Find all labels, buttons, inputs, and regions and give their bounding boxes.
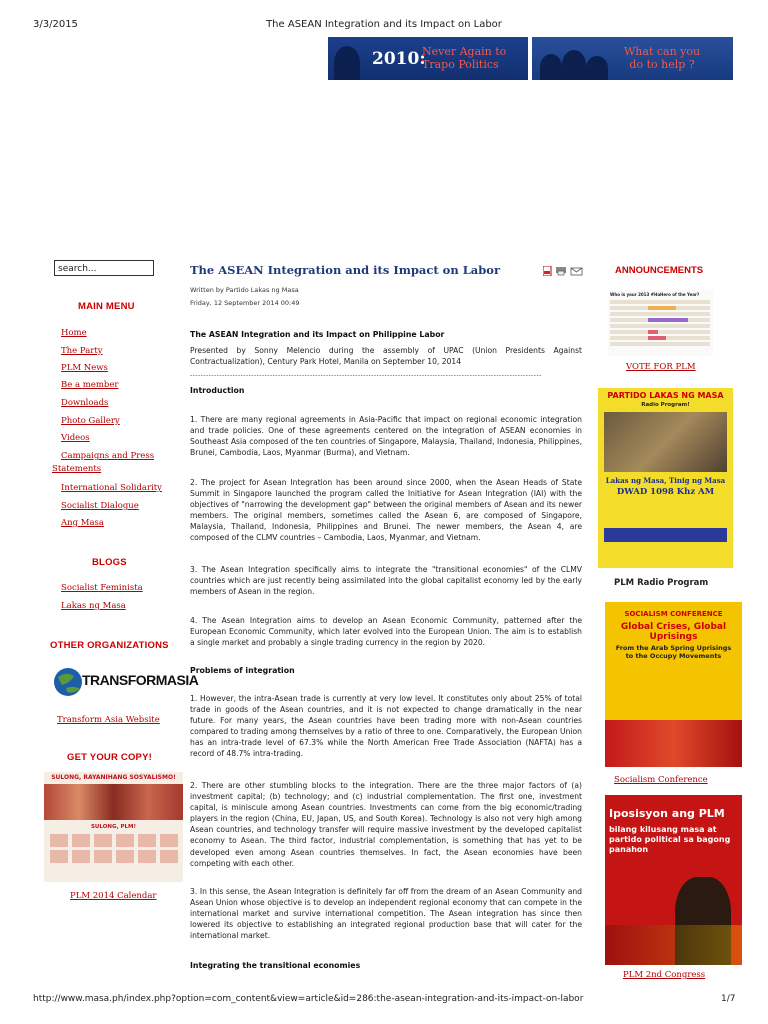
conf-poster-line1: Global Crises, Global Uprisings: [620, 622, 727, 642]
menu-item-socialist-dialogue[interactable]: Socialist Dialogue: [61, 501, 139, 511]
transform-asia-logo[interactable]: [52, 663, 199, 699]
transitional-heading: Integrating the transitional economies: [190, 961, 361, 970]
plm-calendar-link[interactable]: PLM 2014 Calendar: [70, 891, 157, 901]
menu-item-videos[interactable]: Videos: [61, 433, 90, 443]
conference-poster[interactable]: [605, 602, 742, 767]
menu-item-photo-gallery[interactable]: Photo Gallery: [61, 416, 120, 426]
radio-poster[interactable]: [598, 388, 733, 568]
banner-year: 2010:: [372, 49, 426, 69]
congress-poster[interactable]: [605, 795, 742, 965]
intro-paragraph-4: 4. The Asean Integration aims to develop an Asean Economic Community, patterned after the European Economic Community, which later evolved into the European Union. The aim is to establish a single market and probably a single trading currency in the region by 2020.: [190, 616, 582, 648]
calendar-grid: [44, 832, 183, 882]
banner-right[interactable]: [532, 37, 733, 80]
print-date: 3/3/2015: [33, 19, 78, 30]
intro-paragraph-3: 3. The Asean Integration specifically aims to integrate the "transitional economies" of the CLMV countries which are just recently being assimilated into the global capitalist economy led by the early members of Asean in the region.: [190, 565, 582, 597]
banner-help: [624, 45, 700, 71]
radio-poster-photo: [604, 412, 727, 472]
banner-help-line1: What can you: [624, 45, 701, 58]
radio-poster-line: Lakas ng Masa, Tinig ng Masa: [605, 476, 726, 485]
article-tools: [543, 266, 583, 276]
conf-poster-title: SOCIALISM CONFERENCE: [624, 610, 723, 618]
menu-item-ang-masa[interactable]: Ang Masa: [61, 518, 104, 528]
transform-asia-link[interactable]: Transform Asia Website: [57, 715, 160, 725]
email-icon[interactable]: [571, 268, 582, 275]
radio-poster-station: DWAD 1098 Khz AM: [616, 487, 715, 497]
menu-item-be-a-member[interactable]: Be a member: [61, 380, 119, 390]
presented-by: Presented by Sonny Melencio during the assembly of UPAC (Union Presidents Against Contractualization), Century Park Hotel, Manila on September 10, 2014: [190, 346, 582, 367]
conf-poster-art: [605, 720, 742, 767]
pdf-icon[interactable]: [543, 266, 551, 276]
print-icon[interactable]: [556, 267, 566, 275]
menu-item-plm-news[interactable]: PLM News: [61, 363, 108, 373]
menu-item-home[interactable]: Home: [61, 328, 87, 338]
banner-slogan-line2: Trapo Politics: [422, 58, 499, 71]
blogs-heading: BLOGS: [92, 557, 127, 568]
poll-title: Who is your 2013 #HaHero of the Year?: [610, 292, 700, 297]
radio-poster-title: PARTIDO LAKAS NG MASA: [607, 391, 724, 400]
poll-bars: [608, 298, 713, 356]
banner-slogan-line1: Never Again to: [422, 45, 507, 58]
congress-poster-band: [605, 925, 742, 965]
menu-item-downloads[interactable]: Downloads: [61, 398, 109, 408]
banner-slogan: [422, 45, 506, 71]
banner-left[interactable]: [328, 37, 528, 80]
calendar-banner-text: SULONG, RAYANIHANG SOSYALISMO!: [51, 774, 176, 781]
calendar-crowd: [44, 784, 183, 820]
intro-paragraph-2: 2. The project for Asean Integration has been around since 2000, when the Asean Heads of State Summit in Singapore launched the program called the Initiative for Asean Integration (IAI) with the objectives of "narrowing the development gap" between the original members of Asean and its newer members. The original members, sometimes called the Asean 6, are composed of Singapore, Malaysia, Thailand, Indonesia, Philippines and Brunei. The newer members, the Asean 4, are composed of the CLMV countries – Cambodia, Laos, Myanmar, and Vietnam.: [190, 478, 582, 543]
banner-help-line2: do to help ?: [629, 58, 695, 71]
introduction-heading: Introduction: [190, 386, 245, 395]
top-banner[interactable]: [328, 37, 733, 80]
menu-item-statements[interactable]: Statements: [52, 464, 102, 474]
search-input[interactable]: search...: [54, 260, 154, 276]
plm-radio-label: PLM Radio Program: [614, 578, 709, 588]
crowd-figure: [540, 54, 562, 80]
article-divider: ------------------------------------------------------------------------------------------------------------------------------------: [190, 372, 542, 379]
crowd-figure: [562, 50, 586, 80]
congress-poster-line2: bilang kilusang masa at partido political sa bagong panahon: [609, 825, 731, 854]
vote-for-plm-link[interactable]: VOTE FOR PLM: [626, 362, 696, 372]
print-title: The ASEAN Integration and its Impact on Labor: [266, 19, 502, 30]
radio-poster-sub: Radio Program!: [641, 402, 690, 408]
hand-silhouette: [334, 46, 360, 80]
article-date: Friday, 12 September 2014 00:49: [190, 299, 300, 307]
print-footer-url: http://www.masa.ph/index.php?option=com_content&view=article&id=286:the-asean-integration-and-its-impact-on-labor: [33, 994, 584, 1004]
blog-item-socialist-feminista[interactable]: Socialist Feminista: [61, 583, 143, 593]
main-menu-heading: MAIN MENU: [78, 301, 135, 312]
menu-item-international-solidarity[interactable]: International Solidarity: [61, 483, 162, 493]
conf-poster-line2: From the Arab Spring Uprisings to the Occupy Movements: [615, 644, 732, 660]
socialism-conference-link[interactable]: Socialism Conference: [614, 775, 708, 785]
calendar-image[interactable]: [44, 772, 183, 882]
article-subtitle: The ASEAN Integration and its Impact on Philippine Labor: [190, 330, 445, 339]
article-author: Written by Partido Lakas ng Masa: [190, 286, 299, 294]
problems-paragraph-1: 1. However, the intra-Asean trade is currently at very low level. It constitutes only about 25% of total trade in goods of the Asean countries, and it is not expected to change dramatically in the near future. For many years, the Asean countries have been trading more with non-Asean countries compared to trading among themselves by a ratio of three to one. Comparatively, the European Union has an intra-trade level of 67.3% while the North American Free Trade Association (NAFTA) has a record of 48.7% intra-trading.: [190, 694, 582, 759]
calendar-sub-text: SULONG, PLM!: [90, 824, 137, 830]
print-footer-page: 1/7: [721, 994, 736, 1004]
article-title: The ASEAN Integration and its Impact on Labor: [190, 263, 501, 277]
other-organizations-heading: OTHER ORGANIZATIONS: [50, 640, 169, 651]
plm-2nd-congress-link[interactable]: PLM 2nd Congress: [623, 970, 706, 980]
announcements-heading: ANNOUNCEMENTS: [615, 265, 704, 276]
problems-heading: Problems of integration: [190, 666, 295, 675]
problems-paragraph-3: 3. In this sense, the Asean Integration is definitely far off from the dream of an Asean Community and Asean Union whose objective is to develop an independent regional economy that can compete in the international market and survive international competition. The Asean integration has since then lowered its objective to establishing an integrated regional production base that will cater for the international market.: [190, 887, 582, 941]
intro-paragraph-1: 1. There are many regional agreements in Asia-Pacific that impact on regional economic integration and trade policies. One of these agreements centered on the integration of ASEAN economies in Southeast Asia composed of the ten countries of Singapore, Malaysia, Thailand, Indonesia, Philippines, Brunei, Cambodia, Laos, Myanmar (Burma), and Vietnam.: [190, 415, 582, 458]
congress-poster-line1: Iposisyon ang PLM: [609, 807, 725, 820]
blog-item-lakas-ng-masa[interactable]: Lakas ng Masa: [61, 601, 126, 611]
crowd-figure: [586, 56, 608, 80]
radio-poster-footer: [604, 528, 727, 542]
problems-paragraph-2: 2. There are other stumbling blocks to the integration. There are the three major factors of (a) investment capital; (b) technology; and (c) industrial complementation. The first one, investment capital, is miniscule among Asean countries. Investments can come from the big economic/trading players in the region (China, EU, Japan, US, and South Korea). Technology is also not very high among Asean countries, and technology transfer will require massive investment by the developed capitalist economy to Asean. The third factor, industrial complementation, is something that has yet to be developed even among Asean countries themselves. In fact, the Asean economies have been competing with each other.: [190, 781, 582, 868]
menu-item-the-party[interactable]: The Party: [61, 346, 103, 356]
get-your-copy-heading: GET YOUR COPY!: [67, 752, 152, 763]
menu-item-campaigns[interactable]: Campaigns and Press: [61, 451, 155, 461]
transform-asia-logo-text: TRANSFORMASIA: [82, 672, 199, 688]
poll-image[interactable]: [608, 290, 713, 356]
